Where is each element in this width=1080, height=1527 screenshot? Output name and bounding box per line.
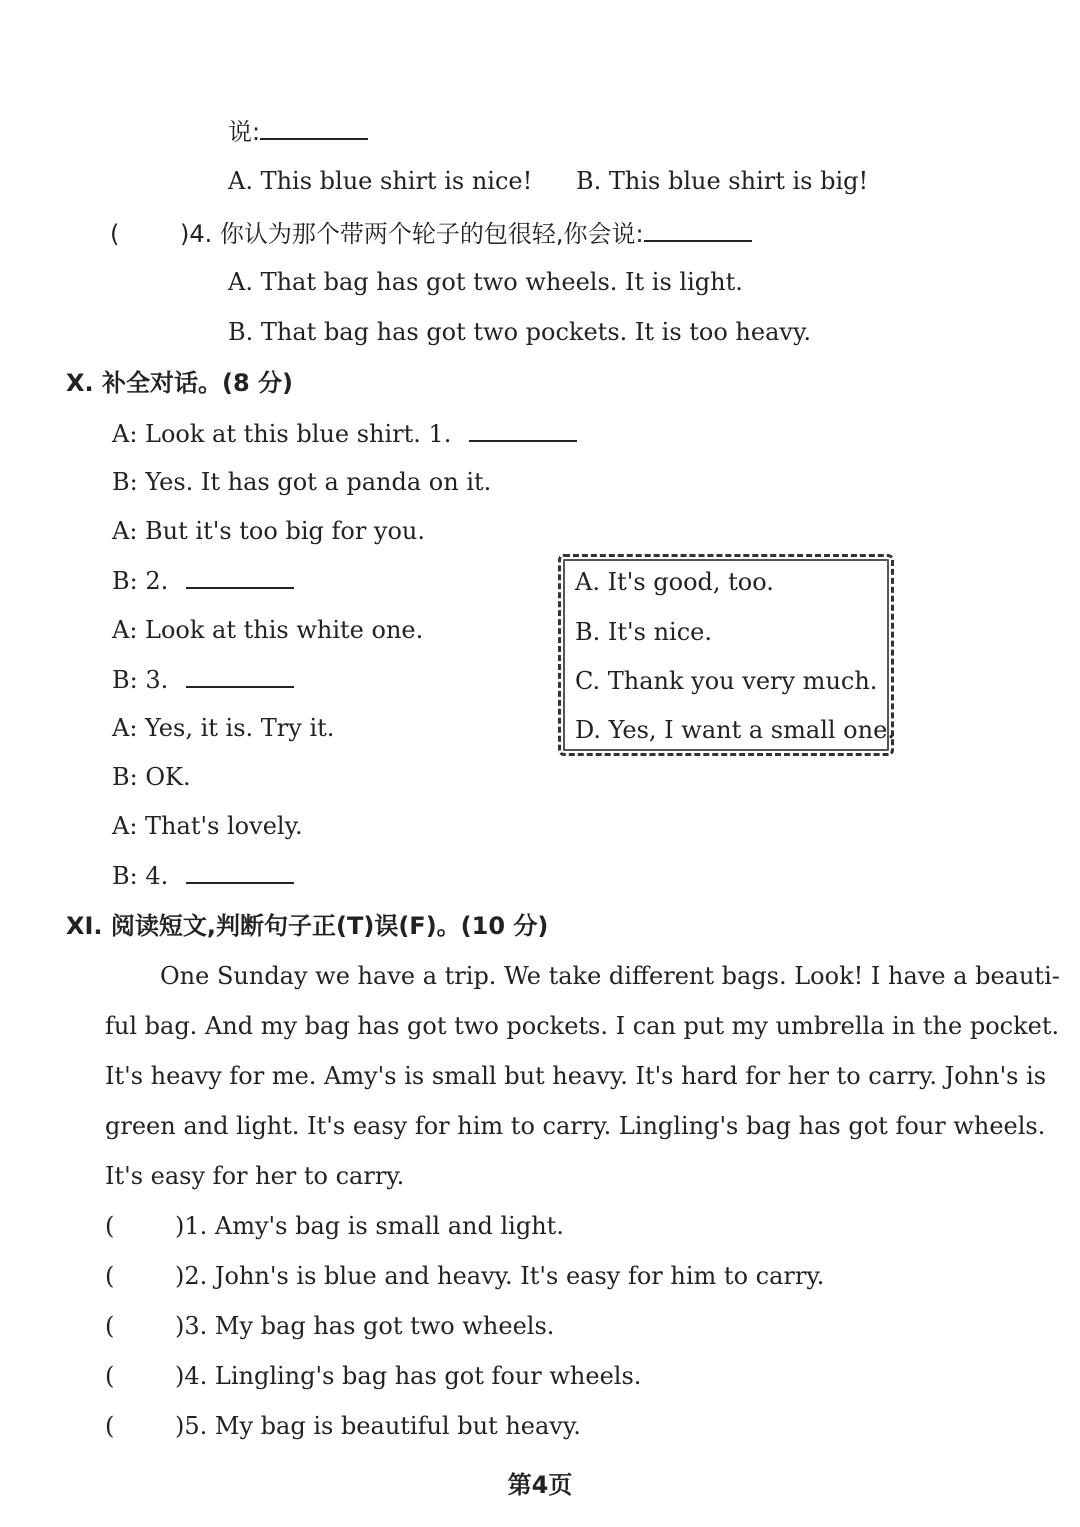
answer-paren[interactable]: (	[105, 1362, 115, 1390]
dialogue-line: A: Yes, it is. Try it.	[112, 714, 335, 742]
question-3-say-label: 说:	[228, 118, 261, 146]
page-number: 第4页	[507, 1471, 573, 1499]
dialogue-line	[112, 565, 294, 596]
option-item: B. It's nice.	[575, 618, 712, 646]
dialogue-line: B: OK.	[112, 763, 191, 791]
answer-blank[interactable]	[469, 418, 577, 442]
answer-paren[interactable]: (	[105, 1262, 115, 1290]
passage-line: ful bag. And my bag has got two pockets. I can put my umbrella in the pocket.	[105, 1012, 1060, 1040]
option-item: C. Thank you very much.	[575, 667, 878, 695]
question-4-option-a: A. That bag has got two wheels. It is light.	[228, 268, 743, 296]
statement-row	[105, 1411, 581, 1441]
statement-text: )5. My bag is beautiful but heavy.	[175, 1412, 581, 1440]
answer-paren[interactable]: (	[110, 220, 120, 248]
question-3-option-a: A. This blue shirt is nice!	[228, 167, 533, 195]
dialogue-line: A: But it's too big for you.	[112, 517, 426, 545]
passage-line: It's easy for her to carry.	[105, 1162, 405, 1190]
dialogue-text: B: 2.	[112, 567, 169, 595]
passage-line: green and light. It's easy for him to carry. Lingling's bag has got four wheels.	[105, 1112, 1046, 1140]
passage-line: It's heavy for me. Amy's is small but heavy. It's hard for her to carry. John's is	[105, 1062, 1047, 1090]
option-item: A. It's good, too.	[575, 568, 774, 596]
statement-text: )4. Lingling's bag has got four wheels.	[175, 1362, 642, 1390]
dialogue-line: A: Look at this white one.	[112, 616, 424, 644]
answer-paren[interactable]: (	[105, 1412, 115, 1440]
passage-line: One Sunday we have a trip. We take different bags. Look! I have a beauti-	[160, 962, 1060, 990]
dialogue-text: A: Look at this blue shirt. 1.	[112, 420, 452, 448]
dialogue-line: A: That's lovely.	[112, 812, 303, 840]
question-4-stem	[110, 218, 752, 249]
answer-blank[interactable]	[186, 664, 294, 688]
statement-row	[105, 1311, 554, 1341]
statement-text: )3. My bag has got two wheels.	[175, 1312, 555, 1340]
answer-blank[interactable]	[186, 565, 294, 589]
answer-blank[interactable]	[644, 218, 752, 242]
question-3-stem	[228, 116, 368, 147]
dialogue-line: B: Yes. It has got a panda on it.	[112, 468, 492, 496]
option-box	[558, 554, 894, 756]
dialogue-line	[112, 860, 294, 891]
statement-row	[105, 1261, 824, 1291]
question-4-text: )4. 你认为那个带两个轮子的包很轻,你会说:	[180, 220, 644, 248]
dialogue-text: B: 4.	[112, 862, 169, 890]
question-3-option-b: B. This blue shirt is big!	[576, 167, 869, 195]
section-x-title: X. 补全对话。(8 分)	[66, 369, 293, 397]
answer-paren[interactable]: (	[105, 1312, 115, 1340]
option-item: D. Yes, I want a small one.	[575, 716, 895, 744]
statement-text: )2. John's is blue and heavy. It's easy for him to carry.	[175, 1262, 825, 1290]
dialogue-text: B: 3.	[112, 666, 169, 694]
dialogue-line	[112, 664, 294, 695]
dialogue-line	[112, 418, 577, 449]
statement-text: )1. Amy's bag is small and light.	[175, 1212, 564, 1240]
section-xi-title: XI. 阅读短文,判断句子正(T)误(F)。(10 分)	[66, 912, 549, 940]
answer-blank[interactable]	[260, 116, 368, 140]
statement-row	[105, 1211, 564, 1241]
question-4-option-b: B. That bag has got two pockets. It is too heavy.	[228, 318, 811, 346]
answer-blank[interactable]	[186, 860, 294, 884]
statement-row	[105, 1361, 641, 1391]
answer-paren[interactable]: (	[105, 1212, 115, 1240]
